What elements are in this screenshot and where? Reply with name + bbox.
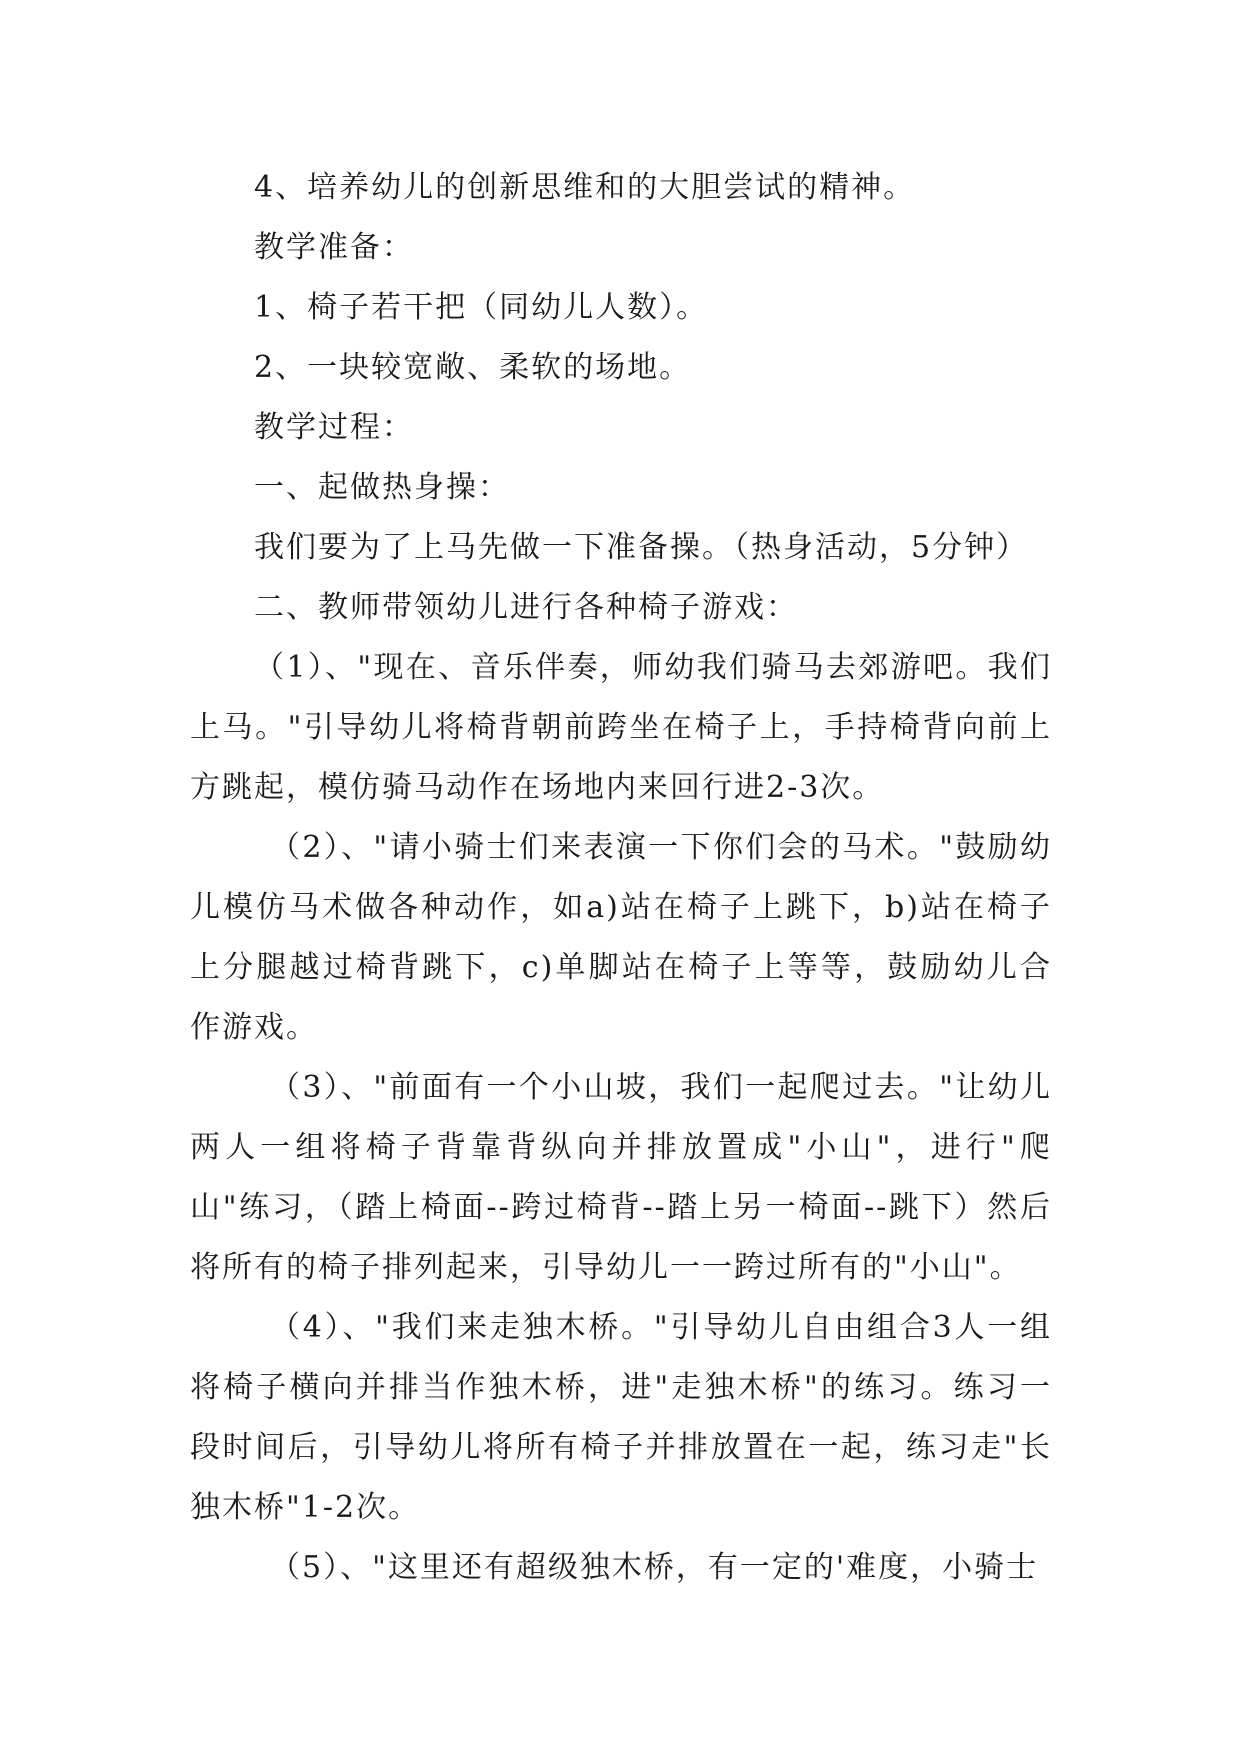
paragraph-game-5: （5）、"这里还有超级独木桥，有一定的'难度，小骑士 bbox=[270, 1550, 1039, 1585]
paragraph-game-1: （1）、"现在、音乐伴奏，师幼我们骑马去郊游吧。我们上马。"引导幼儿将椅背朝前跨坐在椅子上，手持椅背向前上方跳起，模仿骑马动作在场地内来回行进2-3次。 bbox=[190, 650, 1052, 805]
paragraph-goal-4: 4、培养幼儿的创新思维和的大胆尝试的精神。 bbox=[254, 170, 916, 205]
document-body bbox=[190, 158, 1052, 1598]
paragraph-step-1-heading: 一、起做热身操： bbox=[254, 470, 510, 505]
paragraph-prep-1: 1、椅子若干把（同幼儿人数）。 bbox=[254, 290, 709, 325]
paragraph-step-1-body: 我们要为了上马先做一下准备操。（热身活动，5分钟） bbox=[254, 530, 1029, 565]
paragraph-step-2-heading: 二、教师带领幼儿进行各种椅子游戏： bbox=[254, 590, 798, 625]
paragraph-prep-heading: 教学准备： bbox=[254, 230, 414, 265]
paragraph-game-4: （4）、"我们来走独木桥。"引导幼儿自由组合3人一组将椅子横向并排当作独木桥，进"走独木桥"的练习。练习一段时间后，引导幼儿将所有椅子并排放置在一起，练习走"长独木桥"1-2次。 bbox=[190, 1310, 1052, 1525]
paragraph-prep-2: 2、一块较宽敞、柔软的场地。 bbox=[254, 350, 692, 385]
paragraph-game-2: （2）、"请小骑士们来表演一下你们会的马术。"鼓励幼儿模仿马术做各种动作，如a)站在椅子上跳下，b)站在椅子上分腿越过椅背跳下，c)单脚站在椅子上等等，鼓励幼儿合作游戏。 bbox=[190, 830, 1052, 1045]
paragraph-process-heading: 教学过程： bbox=[254, 410, 414, 445]
paragraph-game-3: （3）、"前面有一个小山坡，我们一起爬过去。"让幼儿两人一组将椅子背靠背纵向并排放置成"小山"，进行"爬山"练习，（踏上椅面--跨过椅背--踏上另一椅面--跳下）然后将所有的椅子排列起来，引导幼儿一一跨过所有的"小山"。 bbox=[190, 1070, 1052, 1285]
